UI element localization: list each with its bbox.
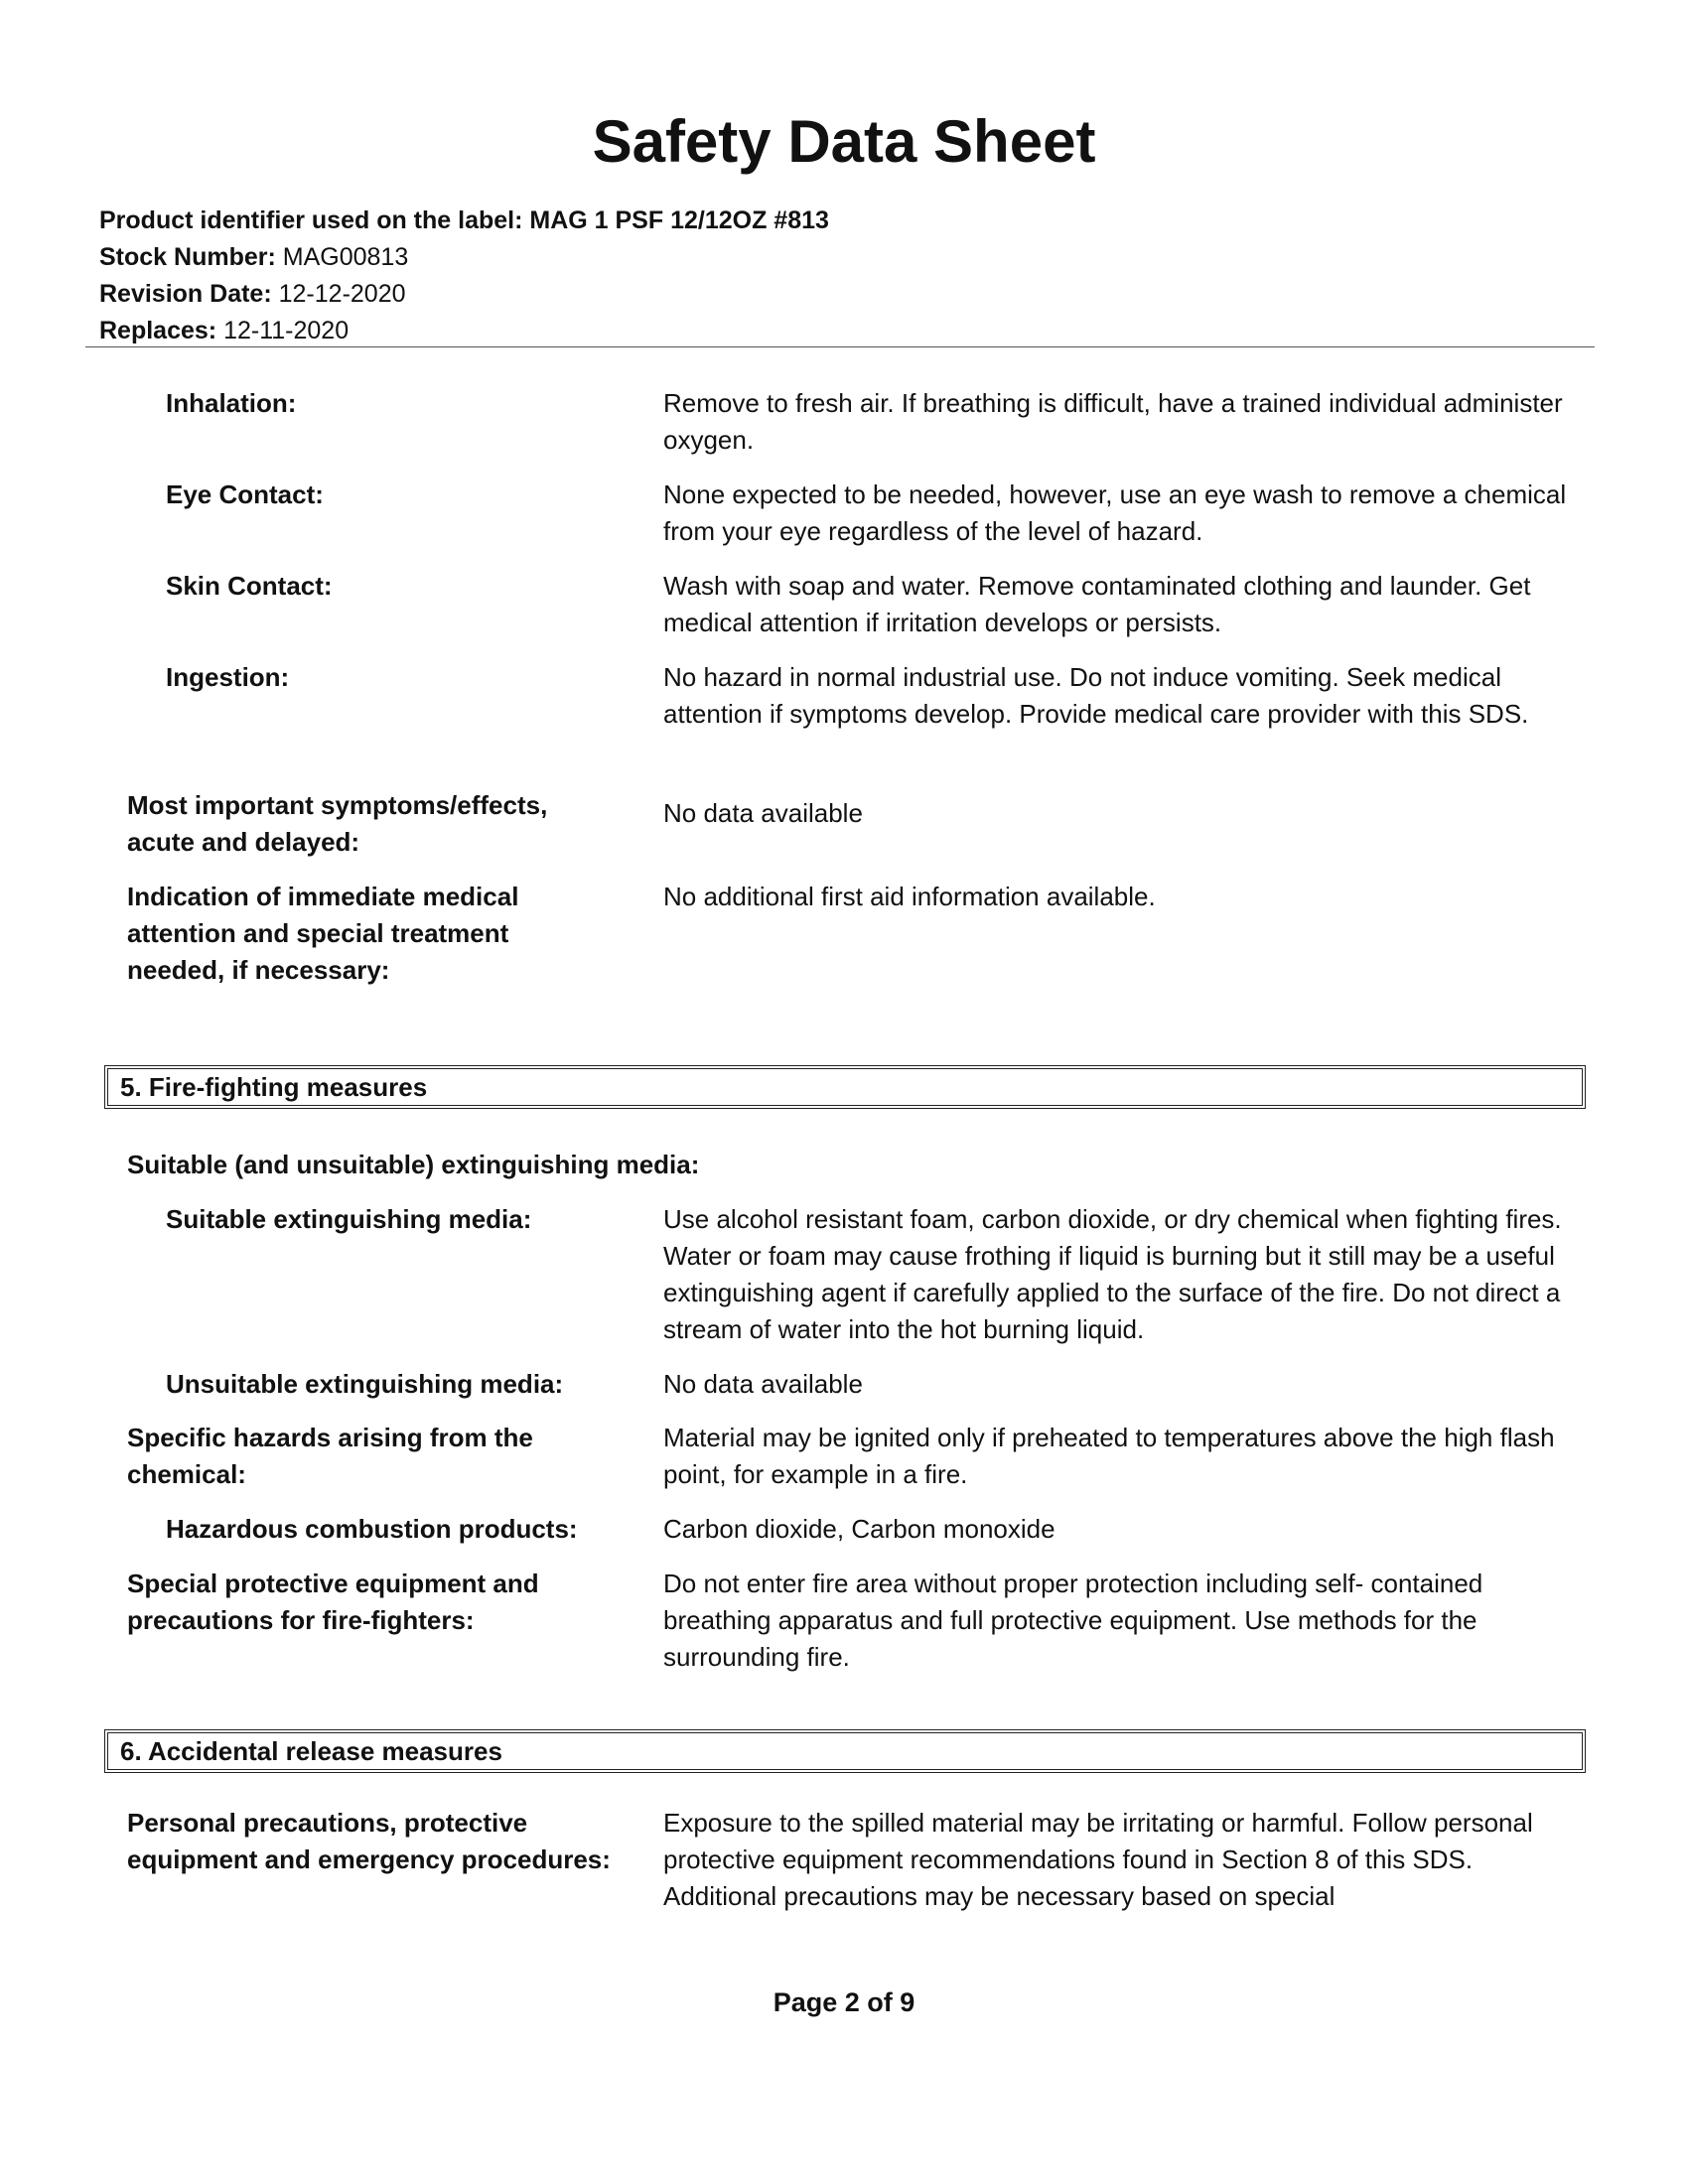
- protective-equipment-label: Special protective equipment and precautions for fire-fighters:: [127, 1569, 539, 1635]
- ingestion-label: Ingestion:: [166, 662, 290, 692]
- symptoms-value: No data available: [663, 798, 863, 828]
- revision-date-label: Revision Date:: [99, 280, 272, 308]
- product-identifier-line: [99, 203, 829, 239]
- personal-precautions-value: Exposure to the spilled material may be irritating or harmful. Follow personal protective equipment recommendations found in Section 8 of this SDS. Additional precautions may be necessary based on special: [663, 1808, 1533, 1911]
- stock-number-label: Stock Number:: [99, 243, 276, 271]
- section-6-header: 6. Accidental release measures: [104, 1729, 1586, 1773]
- page-title: Safety Data Sheet: [592, 108, 1096, 175]
- replaces-line: [99, 313, 829, 349]
- replaces-label: Replaces:: [99, 317, 217, 344]
- combustion-products-label: Hazardous combustion products:: [166, 1514, 578, 1544]
- ingestion-value: No hazard in normal industrial use. Do not induce vomiting. Seek medical attention if symptoms develop. Provide medical care provider with this SDS.: [663, 662, 1529, 729]
- product-identifier-value: MAG 1 PSF 12/12OZ #813: [529, 206, 829, 234]
- medical-attention-value: No additional first aid information available.: [663, 882, 1156, 911]
- skin-contact-value: Wash with soap and water. Remove contaminated clothing and launder. Get medical attention if irritation develops or persists.: [663, 571, 1531, 637]
- eye-contact-value: None expected to be needed, however, use an eye wash to remove a chemical from your eye regardless of the level of hazard.: [663, 479, 1567, 546]
- unsuitable-media-value: No data available: [663, 1369, 863, 1399]
- symptoms-label: Most important symptoms/effects, acute and delayed:: [127, 790, 548, 857]
- page-number: Page 2 of 9: [773, 1987, 915, 2017]
- unsuitable-media-label: Unsuitable extinguishing media:: [166, 1369, 564, 1399]
- extinguishing-media-heading: Suitable (and unsuitable) extinguishing media:: [127, 1150, 700, 1179]
- eye-contact-label: Eye Contact:: [166, 479, 324, 509]
- specific-hazards-label: Specific hazards arising from the chemical:: [127, 1423, 533, 1489]
- revision-date-value: 12-12-2020: [278, 280, 406, 308]
- medical-attention-label: Indication of immediate medical attention and special treatment needed, if necessary:: [127, 882, 519, 985]
- revision-date-line: [99, 276, 829, 313]
- suitable-media-label: Suitable extinguishing media:: [166, 1204, 532, 1234]
- inhalation-value: Remove to fresh air. If breathing is difficult, have a trained individual administer oxygen.: [663, 388, 1563, 455]
- inhalation-label: Inhalation:: [166, 388, 297, 418]
- document-header: [99, 203, 829, 349]
- section-5-header: 5. Fire-fighting measures: [104, 1065, 1586, 1109]
- personal-precautions-label: Personal precautions, protective equipment and emergency procedures:: [127, 1808, 611, 1874]
- suitable-media-value: Use alcohol resistant foam, carbon dioxide, or dry chemical when fighting fires. Water or foam may cause frothing if liquid is burning but it still may be a useful extinguishing agent if carefully applied to the surface of the fire. Do not direct a stream of water into the hot burning liquid.: [663, 1204, 1562, 1344]
- header-divider: [85, 346, 1595, 347]
- protective-equipment-value: Do not enter fire area without proper protection including self- contained breathing apparatus and full protective equipment. Use methods for the surrounding fire.: [663, 1569, 1483, 1672]
- specific-hazards-value: Material may be ignited only if preheated to temperatures above the high flash point, for example in a fire.: [663, 1423, 1555, 1489]
- product-identifier-label: Product identifier used on the label:: [99, 206, 523, 234]
- combustion-products-value: Carbon dioxide, Carbon monoxide: [663, 1514, 1055, 1544]
- stock-number-value: MAG00813: [282, 243, 409, 271]
- stock-number-line: [99, 239, 829, 276]
- replaces-value: 12-11-2020: [223, 317, 350, 344]
- skin-contact-label: Skin Contact:: [166, 571, 333, 601]
